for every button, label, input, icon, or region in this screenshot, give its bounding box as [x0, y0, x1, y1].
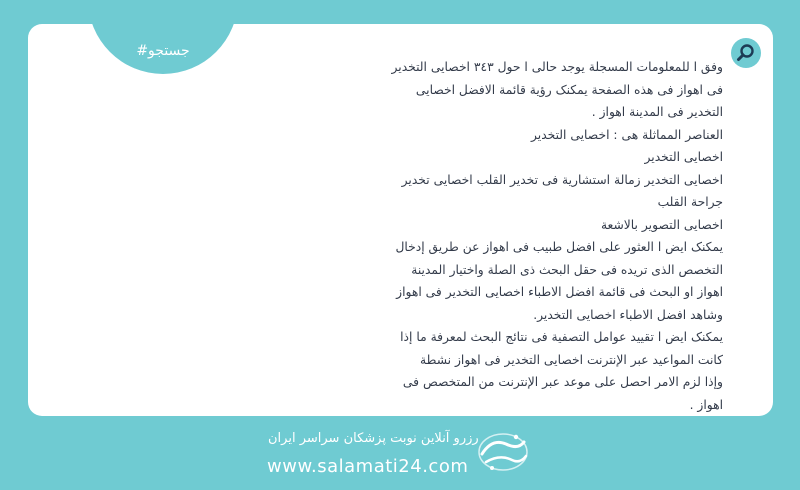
- text-line: اهواز .: [689, 397, 723, 412]
- article-text: [343, 56, 723, 416]
- text-line: یمکنک ایض ا تقیید عوامل التصفیة فی نتائج البحث لمعرفة ما إذا: [400, 330, 723, 344]
- search-tag[interactable]: [88, 24, 238, 74]
- text-line: اخصایی التصویر بالاشعة: [600, 217, 723, 232]
- text-line: العناصر المماثلة هی : اخصایی التخدیر: [531, 127, 723, 142]
- content-card: [28, 24, 773, 416]
- text-line: یمکنک ایض ا العثور علی افضل طبیب فی اهواز عن طریق إدخال: [395, 240, 723, 254]
- text-line: التخدیر فی المدینة اهواز .: [591, 105, 723, 119]
- search-button[interactable]: [731, 38, 761, 68]
- text-line: کانت المواعید عبر الإنترنت اخصایی التخدیر فی اهواز نشطة: [420, 352, 723, 367]
- search-tag-label: #جستجو: [136, 43, 190, 59]
- salamati-logo-icon: [472, 424, 534, 480]
- salamati-logo[interactable]: [472, 424, 534, 480]
- text-line: فی اهواز فی هذه الصفحة یمکنک رؤیة قائمة الافضل اخصایی: [415, 82, 723, 97]
- text-line: اخصایی التخدیر: [644, 150, 723, 164]
- text-line: اخصایی التخدیر زمالة استشاریة فی تخدیر القلب اخصایی تخدیر: [401, 172, 723, 187]
- text-line: جراحة القلب: [657, 195, 723, 209]
- footer-url-link[interactable]: www.salamati24.com: [267, 456, 469, 477]
- text-line: وإذا لزم الامر احصل علی موعد عبر الإنترنت من المتخصص فی: [402, 375, 723, 389]
- text-line: وفق ا للمعلومات المسجلة يوجد حالی ا حول ٣٤٣ اخصایی التخدیر: [391, 60, 723, 74]
- footer-title: رزرو آنلاین نوبت پزشکان سراسر ایران: [268, 431, 479, 446]
- text-line: وشاهد افضل الاطباء اخصایی التخدیر.: [533, 307, 723, 322]
- text-line: التخصص الذی تریده فی حقل البحث ذی الصلة واختیار المدینة: [411, 262, 723, 277]
- text-line: اهواز او البحث فی قائمة افضل الاطباء اخصایی التخدیر فی اهواز: [396, 285, 723, 299]
- search-icon: [736, 43, 756, 63]
